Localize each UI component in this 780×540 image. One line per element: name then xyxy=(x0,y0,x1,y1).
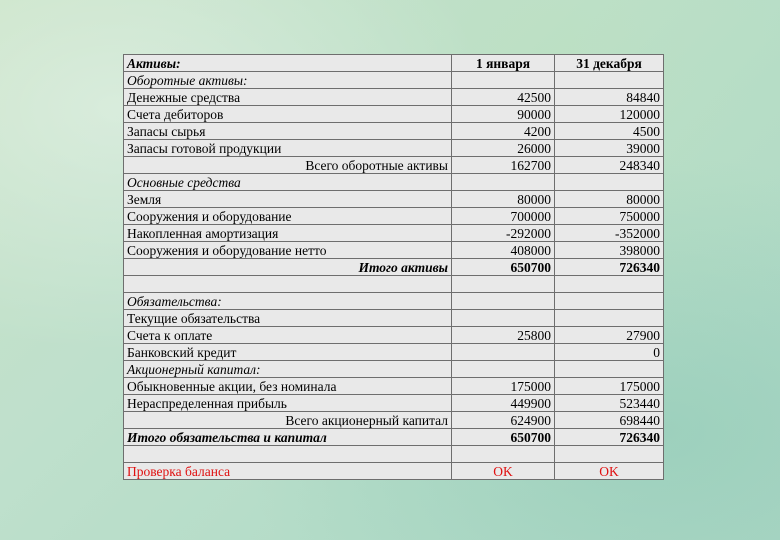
table-row xyxy=(124,140,664,157)
row-label: Земля xyxy=(124,191,452,208)
fixed-assets-label: Основные средства xyxy=(124,174,452,191)
value-dec: -352000 xyxy=(555,225,664,242)
row-label: Сооружения и оборудование xyxy=(124,208,452,225)
subtotal-row xyxy=(124,157,664,174)
row-label: Накопленная амортизация xyxy=(124,225,452,242)
balance-check-label: Проверка баланса xyxy=(124,463,452,480)
value-dec: 4500 xyxy=(555,123,664,140)
row-label: Обыкновенные акции, без номинала xyxy=(124,378,452,395)
value-dec: 80000 xyxy=(555,191,664,208)
value-dec: 726340 xyxy=(555,429,664,446)
value-dec: 248340 xyxy=(555,157,664,174)
liabilities-label: Обязательства: xyxy=(124,293,452,310)
table-row xyxy=(124,344,664,361)
row-label: Запасы готовой продукции xyxy=(124,140,452,157)
row-label: Запасы сырья xyxy=(124,123,452,140)
equity-label: Акционерный капитал: xyxy=(124,361,452,378)
row-label: Сооружения и оборудование нетто xyxy=(124,242,452,259)
balance-check-dec: OK xyxy=(555,463,664,480)
value-dec: 175000 xyxy=(555,378,664,395)
current-liabilities-label: Текущие обязательства xyxy=(124,310,452,327)
value-dec: 27900 xyxy=(555,327,664,344)
value-jan: 42500 xyxy=(452,89,555,106)
value-dec: 726340 xyxy=(555,259,664,276)
total-row xyxy=(124,259,664,276)
balance-sheet-table xyxy=(123,54,664,480)
total-assets-label: Итого активы xyxy=(124,259,452,276)
value-jan: 624900 xyxy=(452,412,555,429)
table-row xyxy=(124,123,664,140)
value-jan: 4200 xyxy=(452,123,555,140)
table-row xyxy=(124,225,664,242)
row-label: Счета к оплате xyxy=(124,327,452,344)
table-row xyxy=(124,208,664,225)
value-dec: 120000 xyxy=(555,106,664,123)
row-label: Банковский кредит xyxy=(124,344,452,361)
value-jan: -292000 xyxy=(452,225,555,242)
table-row xyxy=(124,89,664,106)
value-jan: 408000 xyxy=(452,242,555,259)
table-row xyxy=(124,191,664,208)
value-dec: 84840 xyxy=(555,89,664,106)
table-row xyxy=(124,106,664,123)
value-jan: 650700 xyxy=(452,259,555,276)
section-row xyxy=(124,72,664,89)
value-jan: 80000 xyxy=(452,191,555,208)
value-dec: 750000 xyxy=(555,208,664,225)
value-dec: 523440 xyxy=(555,395,664,412)
table-row xyxy=(124,242,664,259)
section-row xyxy=(124,310,664,327)
value-dec: 698440 xyxy=(555,412,664,429)
subtotal-row xyxy=(124,412,664,429)
value-jan: 175000 xyxy=(452,378,555,395)
grand-total-label: Итого обязательства и капитал xyxy=(124,429,452,446)
section-row xyxy=(124,293,664,310)
value-dec: 39000 xyxy=(555,140,664,157)
row-label: Нераспределенная прибыль xyxy=(124,395,452,412)
col-header-dec: 31 декабря xyxy=(555,55,664,72)
equity-total-label: Всего акционерный капитал xyxy=(124,412,452,429)
table-row xyxy=(124,327,664,344)
table-row xyxy=(124,395,664,412)
row-label: Счета дебиторов xyxy=(124,106,452,123)
value-jan: 700000 xyxy=(452,208,555,225)
check-row xyxy=(124,463,664,480)
col-header-jan: 1 января xyxy=(452,55,555,72)
value-jan: 25800 xyxy=(452,327,555,344)
value-jan: 90000 xyxy=(452,106,555,123)
section-row xyxy=(124,174,664,191)
balance-check-jan: OK xyxy=(452,463,555,480)
row-label: Денежные средства xyxy=(124,89,452,106)
current-assets-label: Оборотные активы: xyxy=(124,72,452,89)
assets-title: Активы: xyxy=(124,55,452,72)
grand-total-row xyxy=(124,429,664,446)
section-row xyxy=(124,361,664,378)
value-dec: 0 xyxy=(555,344,664,361)
value-jan xyxy=(452,344,555,361)
value-jan: 449900 xyxy=(452,395,555,412)
empty-row xyxy=(124,276,664,293)
value-jan: 162700 xyxy=(452,157,555,174)
value-jan: 26000 xyxy=(452,140,555,157)
value-jan: 650700 xyxy=(452,429,555,446)
header-row xyxy=(124,55,664,72)
current-assets-total-label: Всего оборотные активы xyxy=(124,157,452,174)
value-dec: 398000 xyxy=(555,242,664,259)
empty-row xyxy=(124,446,664,463)
table-row xyxy=(124,378,664,395)
